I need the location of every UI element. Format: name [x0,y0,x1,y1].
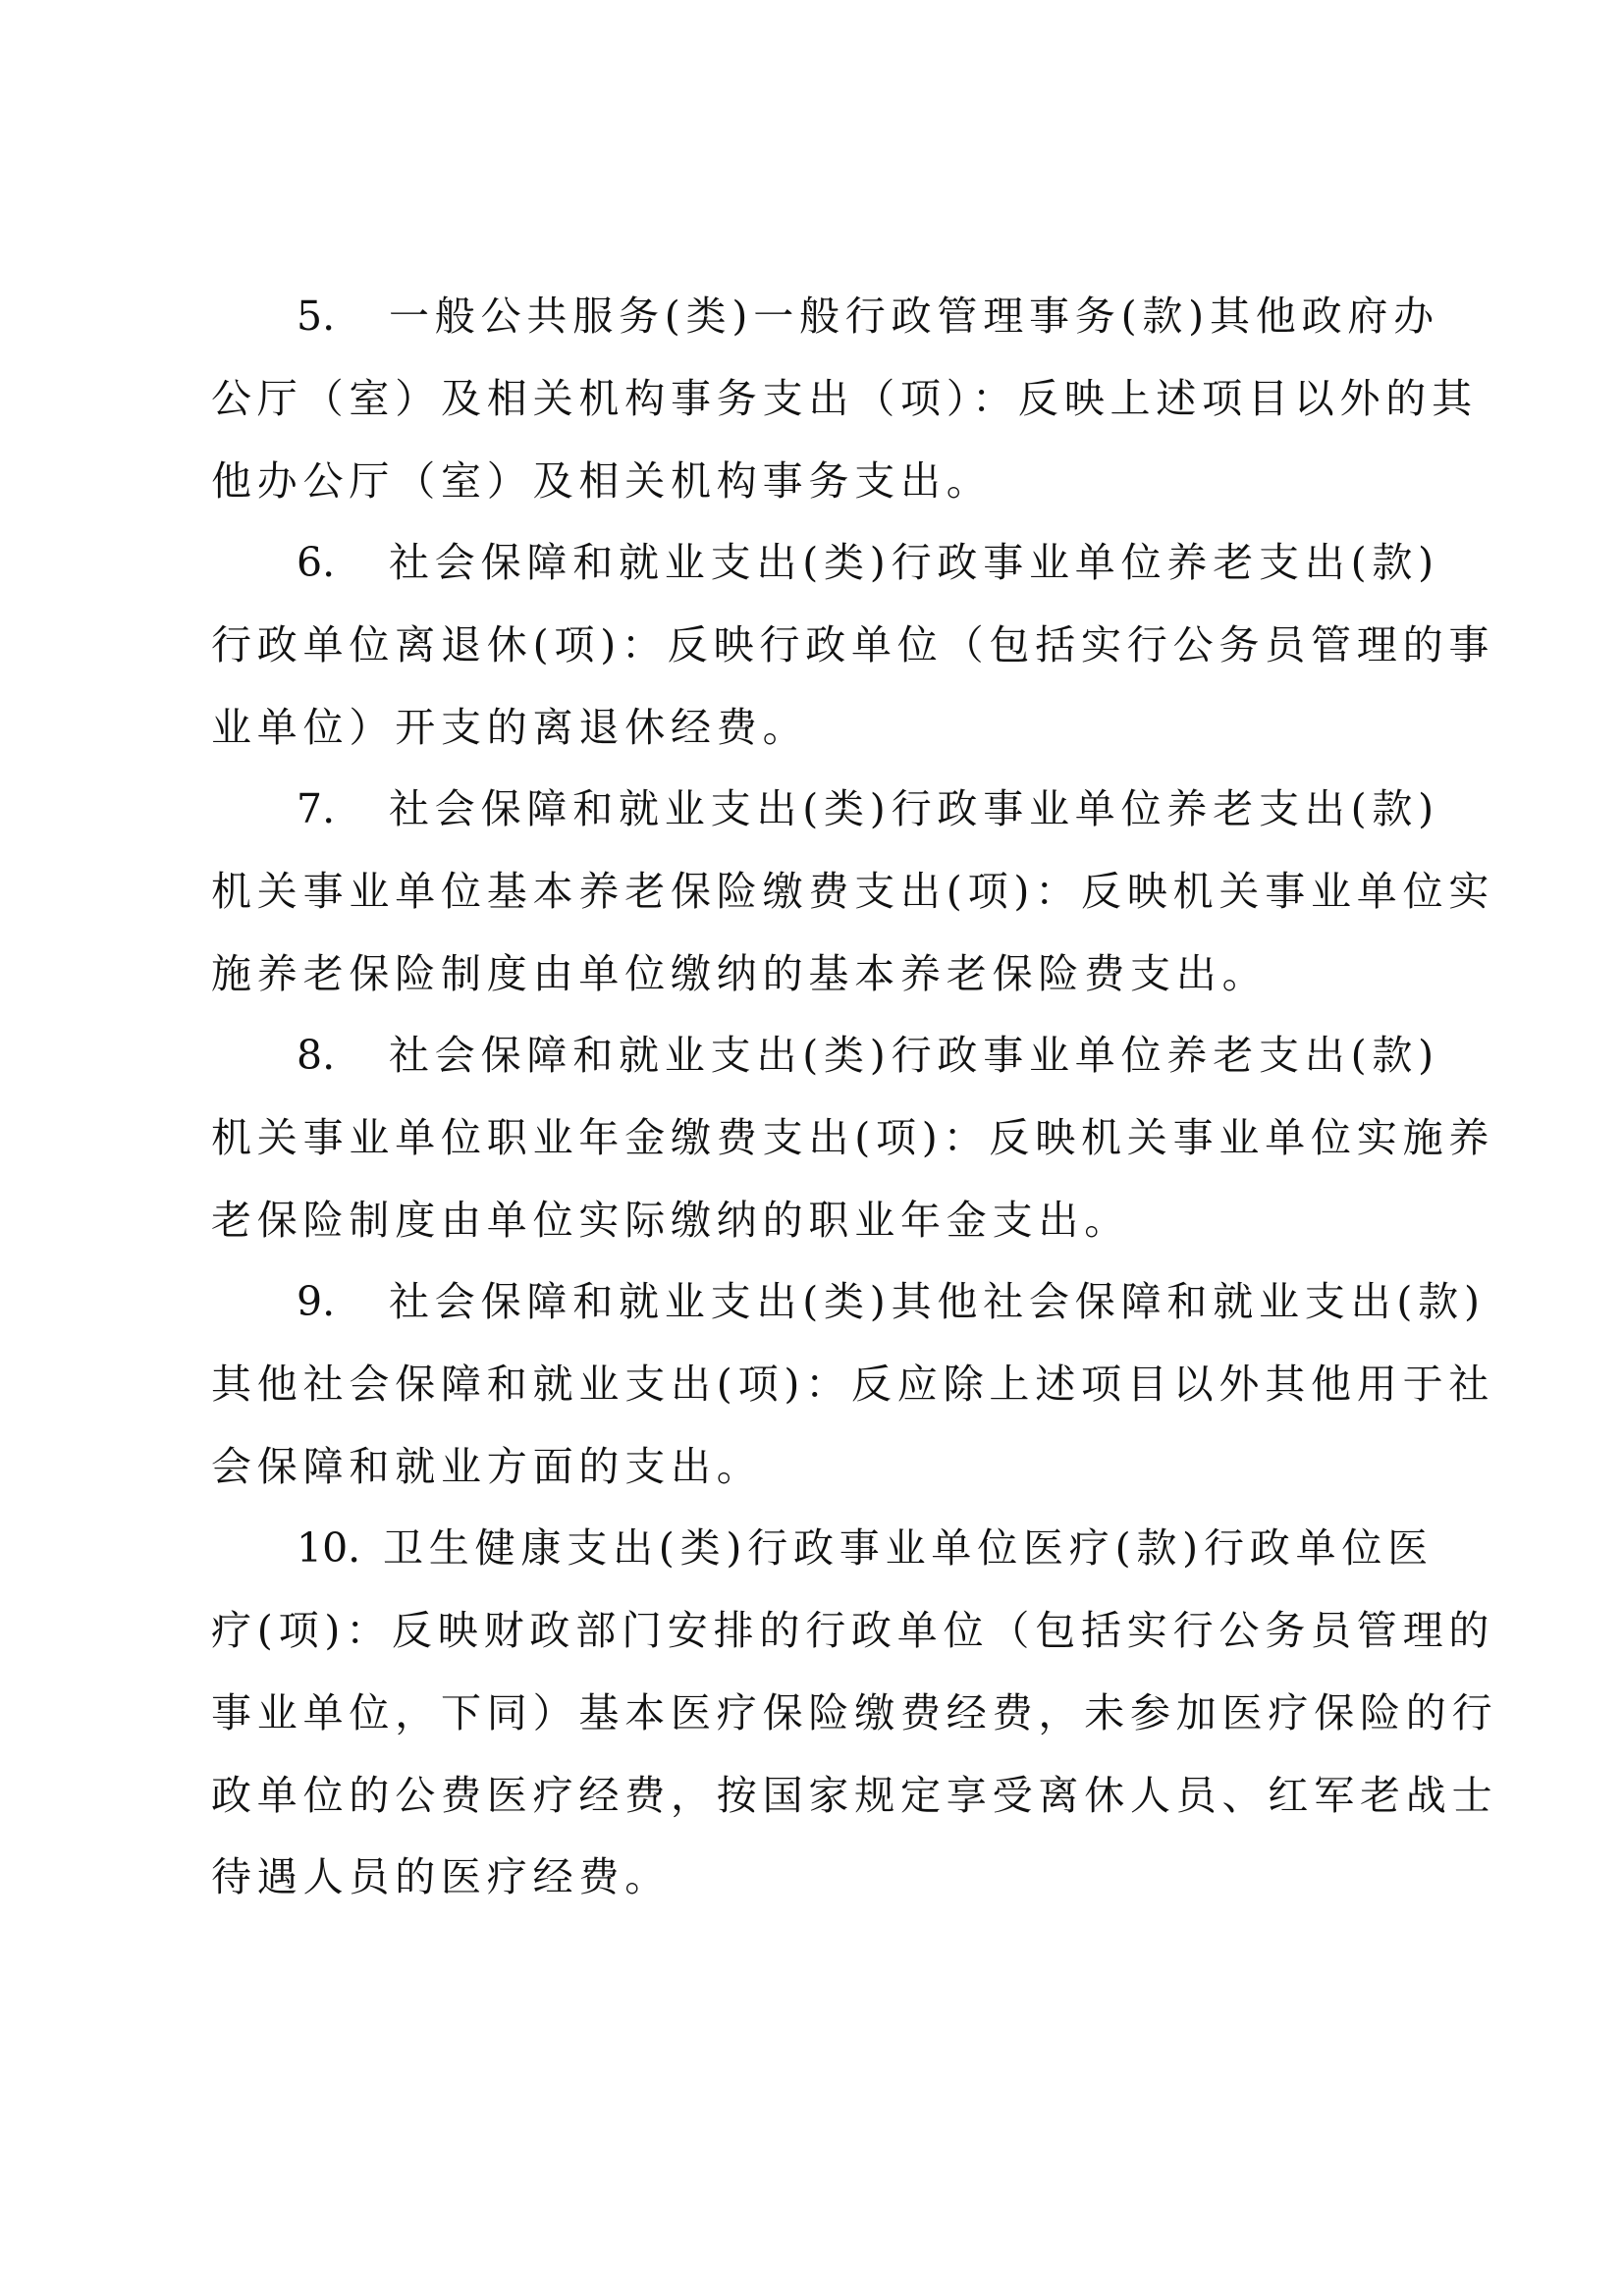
item-8-line-1: 8. 社会保障和就业支出(类)行政事业单位养老支出(款) [297,1032,1439,1079]
item-7-line-3: 施养老保险制度由单位缴纳的基本养老保险费支出。 [211,950,1269,997]
item-9-line-3: 会保障和就业方面的支出。 [211,1443,763,1490]
item-7-line-2: 机关事业单位基本养老保险缴费支出(项)：反映机关事业单位实 [211,868,1495,915]
item-10-line-4: 政单位的公费医疗经费，按国家规定享受离休人员、红军老战士 [211,1772,1498,1819]
item-10-line-5: 待遇人员的医疗经费。 [211,1853,671,1900]
item-5-line-1: 5. 一般公共服务(类)一般行政管理事务(款)其他政府办 [297,293,1439,340]
item-9-line-1: 9. 社会保障和就业支出(类)其他社会保障和就业支出(款) [297,1278,1486,1325]
item-9-line-2: 其他社会保障和就业支出(项)：反应除上述项目以外其他用于社 [211,1361,1495,1408]
item-number: 10. [297,1524,361,1572]
item-5-line-3: 他办公厅（室）及相关机构事务支出。 [211,457,993,505]
item-8-line-3: 老保险制度由单位实际缴纳的职业年金支出。 [211,1197,1130,1244]
item-number: 8. [297,1032,336,1079]
item-8-line-2: 机关事业单位职业年金缴费支出(项)：反映机关事业单位实施养 [211,1114,1495,1161]
item-10-line-3: 事业单位，下同）基本医疗保险缴费经费，未参加医疗保险的行 [211,1689,1498,1736]
item-5-line-2: 公厅（室）及相关机构事务支出（项）：反映上述项目以外的其 [211,375,1478,422]
item-6-line-1: 6. 社会保障和就业支出(类)行政事业单位养老支出(款) [297,539,1439,586]
item-10-line-2: 疗(项)：反映财政部门安排的行政单位（包括实行公务员管理的 [211,1607,1495,1654]
item-number: 5. [297,293,336,340]
item-6-line-3: 业单位）开支的离退休经费。 [211,704,809,751]
item-number: 6. [297,539,336,586]
item-7-line-1: 7. 社会保障和就业支出(类)行政事业单位养老支出(款) [297,785,1439,832]
item-6-line-2: 行政单位离退休(项)：反映行政单位（包括实行公务员管理的事 [211,621,1495,668]
item-number: 7. [297,785,336,832]
item-number: 9. [297,1278,336,1325]
item-10-line-1: 10. 卫生健康支出(类)行政事业单位医疗(款)行政单位医 [297,1524,1434,1572]
